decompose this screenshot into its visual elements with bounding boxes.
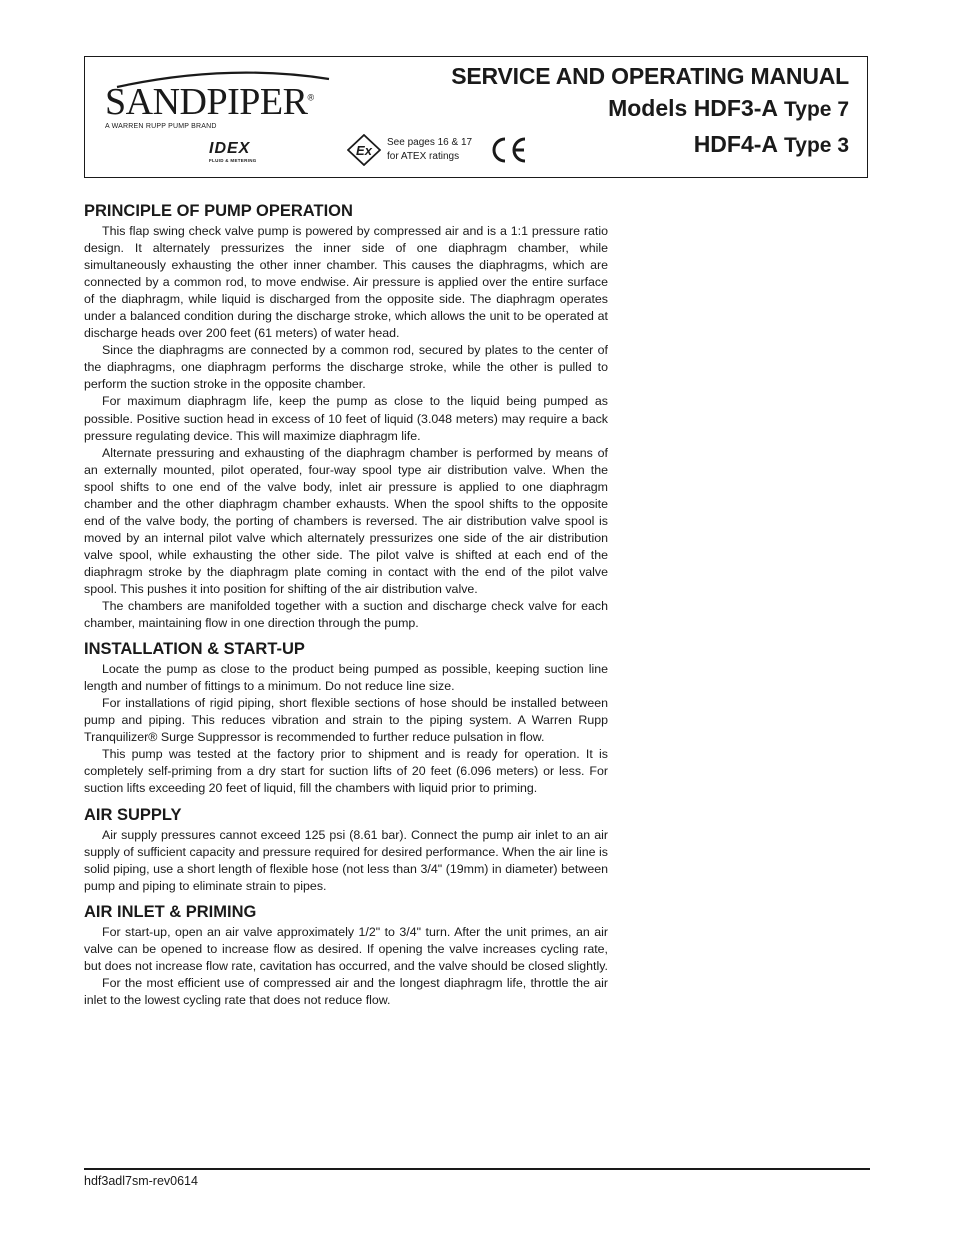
section-air-inlet: [84, 901, 608, 1009]
idex-subtitle: FLUID & METERING: [209, 158, 257, 163]
paragraph: Locate the pump as close to the product being pumped as possible, keeping suction line length and number of fittings to a minimum. Do not reduce line size.: [84, 662, 608, 694]
header-box: [84, 56, 868, 178]
atex-note-line1: See pages 16 & 17: [387, 137, 473, 148]
paragraph: Since the diaphragms are connected by a common rod, secured by plates to the center of the diaphragms, one diaphragm performs the discharge stroke, while the other is pulled to perform the suction stroke in the opposite chamber.: [84, 343, 608, 392]
section-air-supply: [84, 804, 608, 895]
paragraph: This flap swing check valve pump is powered by compressed air and is a 1:1 pressure ratio design. It alternately pressurizes the inner side of one diaphragm chamber, while simultaneously exhausting the other inner chamber. This causes the diaphragms, which are connected by a common rod, to move endwise. Air pressure is applied over the entire surface of the diaphragm, while liquid is discharged from the opposite side. The diaphragm operates under a balanced condition during the discharge stroke, which allows the unit to be operated at discharge heads over 200 feet (61 meters) of water head.: [84, 224, 608, 341]
manual-content: [84, 200, 608, 1015]
sandpiper-logo: [105, 81, 335, 171]
atex-note-line2: for ATEX ratings: [387, 151, 460, 162]
paragraph: This pump was tested at the factory prior to shipment and is ready for operation. It is completely self-priming from a dry start for suction lifts of 20 feet (6.096 meters) or less. For suction lifts exceeding 20 feet of liquid, fill the chambers with liquid prior to priming.: [84, 747, 608, 796]
section-heading: PRINCIPLE OF PUMP OPERATION: [84, 202, 353, 220]
paragraph: For start-up, open an air valve approximately 1/2" to 3/4" turn. After the unit primes, an air valve can be opened to increase flow as desired. If opening the valve increases cycling rate, but does not increase flow rate, cavitation has occurred, and the valve should be closed slightly.: [84, 924, 608, 973]
footer-rule: [84, 1168, 870, 1170]
models-prefix: Models: [608, 95, 688, 121]
section-heading: INSTALLATION & START-UP: [84, 640, 305, 659]
idex-word: IDEX: [209, 140, 251, 157]
paragraph: For installations of rigid piping, short flexible sections of hose should be installed between pump and piping. This reduces vibration and strain to the piping system. A Warren Rupp Tranquilizer® Surge Suppressor is recommended to further reduce pulsation in flow.: [84, 696, 608, 745]
section-heading: AIR INLET & PRIMING: [84, 902, 257, 921]
svg-text:Ex: Ex: [356, 143, 372, 158]
brand-tagline: A WARREN RUPP PUMP BRAND: [105, 123, 217, 130]
idex-logo: [209, 141, 257, 163]
section-principle: [84, 200, 608, 632]
model2-type: Type 3: [784, 134, 849, 157]
paragraph: The chambers are manifolded together with a suction and discharge check valve for each chamber, maintaining flow in one direction through the pump.: [84, 599, 608, 631]
model1-type: Type 7: [784, 98, 849, 121]
atex-ex-icon: [347, 134, 381, 166]
paragraph: For maximum diaphragm life, keep the pump as close to the liquid being pumped as possible. Positive suction head in excess of 10 feet of liquid (3.048 meters) may require a back pressure regulating device. This will maximize diaphragm life.: [84, 394, 608, 443]
model2-name: HDF4-A: [693, 131, 779, 157]
title-block: [451, 61, 849, 163]
section-heading: AIR SUPPLY: [84, 805, 182, 824]
paragraph: Air supply pressures cannot exceed 125 psi (8.61 bar). Connect the pump air inlet to an air supply of sufficient capacity and pressure required for desired performance. When the air line is solid piping, use a short length of flexible hose (not less than 3/4" (19mm) in diameter) between pump and piping to eliminate strain to pipes.: [84, 827, 608, 893]
section-installation: [84, 638, 608, 797]
model-line-2: [451, 127, 849, 163]
document-code: hdf3adl7sm-rev0614: [84, 1174, 198, 1188]
manual-title: SERVICE AND OPERATING MANUAL: [451, 63, 849, 89]
brand-word: SANDPIPER®: [105, 81, 314, 123]
paragraph: For the most efficient use of compressed air and the longest diaphragm life, throttle the air inlet to the lowest cycling rate that does not reduce flow.: [84, 975, 608, 1007]
paragraph: Alternate pressuring and exhausting of the diaphragm chamber is performed by means of an externally mounted, pilot operated, four-way spool type air distribution valve. When the spool shifts to one end of the valve body, inlet air pressure is applied to one diaphragm chamber and the other diaphragm chamber exhausts. When the spool shifts to the opposite end of the valve body, the porting of chambers is reversed. The air distribution valve spool is moved by an internal pilot valve which alternately pressurizes one side of the air distribution valve spool, while exhausting the other side. The pilot valve is shifted at each end of the diaphragm stroke by the diaphragm plate coming in contact with the end of the pilot valve spool. This pushes it into position for shifting of the air distribution valve.: [84, 445, 608, 596]
model-line-1: [451, 91, 849, 127]
model1-name: HDF3-A: [693, 95, 779, 121]
